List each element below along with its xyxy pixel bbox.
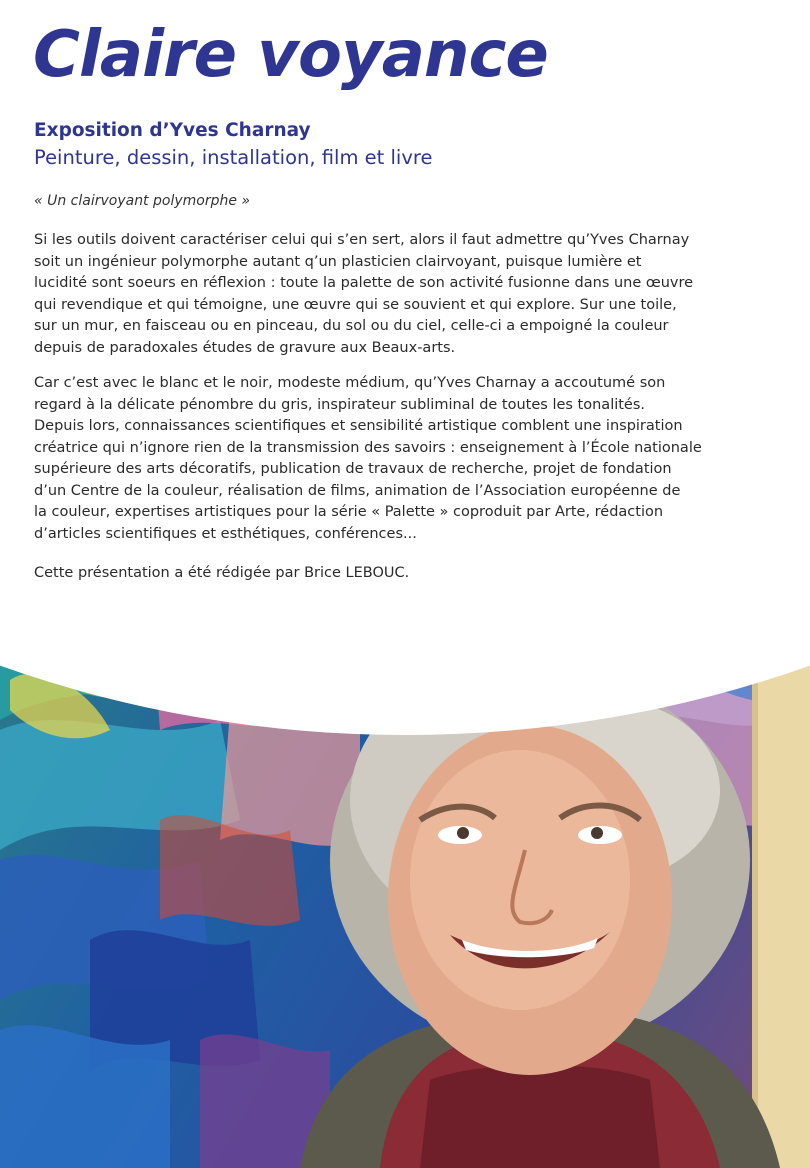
disciplines-line: Peinture, dessin, installation, film et livre <box>34 146 433 169</box>
text-line: soit un ingénieur polymorphe autant q’un plasticien clairvoyant, puisque lumière et <box>34 253 642 270</box>
text-line: regard à la délicate pénombre du gris, inspirateur subliminal de toutes les tonalités. <box>34 396 646 413</box>
text-line: sur un mur, en faisceau ou en pinceau, du sol ou du ciel, celle-ci a empoigné la couleur <box>34 318 669 334</box>
text-line: depuis de paradoxales études de gravure aux Beaux-arts. <box>34 339 456 356</box>
text-line: Car c’est avec le blanc et le noir, modeste médium, qu’Yves Charnay a accoutumé son <box>34 375 666 391</box>
text-line: Depuis lors, connaissances scientifiques et sensibilité artistique comblent une inspiration <box>34 418 683 434</box>
text-line: qui revendique et qui témoigne, une œuvre qui se souvient et qui explore. Sur une toile, <box>34 296 677 313</box>
paragraph-2 <box>34 373 702 545</box>
text-line: d’articles scientifiques et esthétiques, conférences... <box>34 525 417 542</box>
page-title: Claire voyance <box>33 18 548 92</box>
text-line: la couleur, expertises artistiques pour la série « Palette » coproduit par Arte, rédaction <box>34 504 664 520</box>
text-line: supérieure des arts décoratifs, publication de travaux de recherche, projet de fondation <box>34 461 672 477</box>
text-line: lucidité sont soeurs en réflexion : toute la palette de son activité fusionne dans une œuvre <box>34 275 694 291</box>
text-line: Si les outils doivent caractériser celui qui s’en sert, alors il faut admettre qu’Yves Charnay <box>34 232 690 248</box>
author-credit: Cette présentation a été rédigée par Brice LEBOUC. <box>34 565 410 581</box>
text-line: d’un Centre de la couleur, réalisation de films, animation de l’Association européenne de <box>34 482 681 499</box>
quote-heading: « Un clairvoyant polymorphe » <box>34 193 251 209</box>
text-line: créatrice qui n’ignore rien de la transmission des savoirs : enseignement à l’École nationale <box>34 439 702 456</box>
paragraph-1 <box>34 230 693 359</box>
exhibition-subtitle: Exposition d’Yves Charnay <box>34 120 311 141</box>
